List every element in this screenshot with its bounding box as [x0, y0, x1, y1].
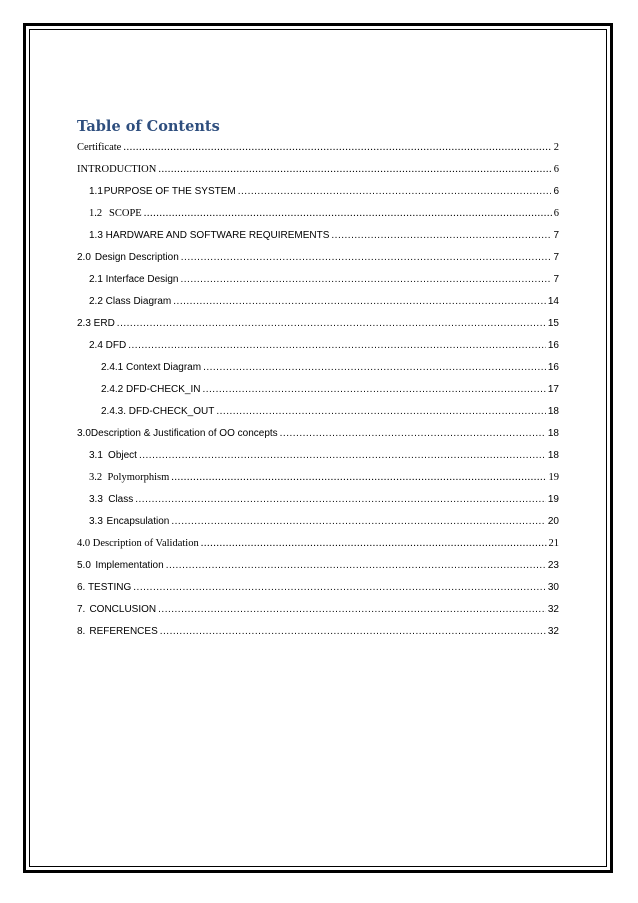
toc-leader-dots — [216, 405, 546, 419]
toc-leader-dots — [123, 141, 551, 155]
toc-entry-number: 3.0 — [77, 428, 91, 439]
toc-leader-dots — [201, 537, 547, 551]
toc-entry-label: 1.3 HARDWARE AND SOFTWARE REQUIREMENTS — [89, 230, 330, 241]
toc-entry-label: 2.4.2 DFD-CHECK_IN — [101, 384, 201, 395]
toc-entry-dfd-check-in[interactable] — [101, 383, 559, 397]
toc-entry-hardware-software[interactable] — [89, 229, 559, 243]
toc-entry-page: 16 — [547, 362, 559, 373]
toc-entry-label: Implementation — [95, 560, 164, 571]
toc-entry-page: 7 — [553, 230, 559, 241]
toc-entry-page: 18 — [547, 450, 559, 461]
toc-entry-number: 7. — [77, 604, 86, 615]
toc-leader-dots — [331, 229, 551, 243]
toc-entry-page: 16 — [547, 340, 559, 351]
toc-entry-number: 2.0 — [77, 252, 91, 263]
toc-entry-number: 3.1 — [89, 450, 103, 461]
toc-entry-page: 15 — [547, 318, 559, 329]
toc-entry-label: 2.4.1 Context Diagram — [101, 362, 202, 373]
toc-leader-dots — [203, 361, 546, 375]
toc-leader-dots — [280, 427, 546, 441]
toc-leader-dots — [135, 493, 546, 507]
toc-entry-scope[interactable] — [89, 207, 559, 221]
toc-entry-dfd-check-out[interactable] — [101, 405, 559, 419]
toc-entry-number: 1.2 — [89, 208, 103, 219]
toc-entry-page: 14 — [547, 296, 559, 307]
toc-entry-page: 6 — [553, 208, 559, 219]
toc-entry-label: Design Description — [94, 252, 179, 263]
toc-entry-class-diagram[interactable] — [89, 295, 559, 309]
toc-entry-number: 3.2 — [89, 472, 103, 483]
toc-entry-testing[interactable] — [77, 581, 559, 595]
toc-leader-dots — [202, 383, 545, 397]
toc-entry-label: INTRODUCTION — [77, 164, 157, 175]
toc-entry-oo-concepts[interactable] — [77, 427, 559, 441]
toc-entry-page: 7 — [553, 274, 559, 285]
toc-entry-number: 1.1 — [89, 186, 103, 197]
toc-entry-implementation[interactable] — [77, 559, 559, 573]
toc-entry-label: 2.4.3. DFD-CHECK_OUT — [101, 406, 215, 417]
toc-entry-encapsulation[interactable] — [89, 515, 559, 529]
toc-entry-interface-design[interactable] — [89, 273, 559, 287]
toc-entry-label: SCOPE — [109, 208, 142, 219]
toc-entry-page: 18 — [547, 406, 559, 417]
toc-entry-page: 30 — [547, 582, 559, 593]
toc-entry-label: 2.3 ERD — [77, 318, 115, 329]
toc-entry-page: 19 — [548, 472, 559, 483]
toc-leader-dots — [158, 603, 546, 617]
toc-entry-number: 3.3 — [89, 516, 103, 527]
toc-leader-dots — [133, 581, 546, 595]
toc-entry-conclusion[interactable] — [77, 603, 559, 617]
toc-entry-label: 2.1 Interface Design — [89, 274, 179, 285]
toc-entry-references[interactable] — [77, 625, 559, 639]
toc-leader-dots — [171, 471, 546, 485]
toc-entry-purpose[interactable] — [89, 185, 559, 199]
toc-entry-page: 21 — [548, 538, 559, 549]
toc-entry-page: 19 — [547, 494, 559, 505]
toc-entry-design-description[interactable] — [77, 251, 559, 265]
toc-leader-dots — [144, 207, 552, 221]
toc-entry-label: 2.4 DFD — [89, 340, 127, 351]
toc-entry-dfd[interactable] — [89, 339, 559, 353]
toc-entry-context-diagram[interactable] — [101, 361, 559, 375]
toc-entry-validation[interactable] — [77, 537, 559, 551]
toc-entry-page: 23 — [547, 560, 559, 571]
toc-entry-label: Object — [108, 450, 137, 461]
toc-entry-erd[interactable] — [77, 317, 559, 331]
toc-entry-page: 32 — [547, 604, 559, 615]
toc-entry-label: PURPOSE OF THE SYSTEM — [103, 186, 236, 197]
toc-entry-label: Class — [108, 494, 134, 505]
toc-entry-page: 32 — [547, 626, 559, 637]
toc-entry-label: 4.0 Description of Validation — [77, 538, 199, 549]
toc-entry-label: Description & Justification of OO concepts — [90, 428, 278, 439]
toc-entry-page: 2 — [553, 142, 559, 153]
toc-entry-label: Certificate — [77, 142, 122, 153]
toc-leader-dots — [117, 317, 546, 331]
toc-leader-dots — [238, 185, 552, 199]
toc-entry-page: 17 — [547, 384, 559, 395]
toc-title: Table of Contents — [77, 118, 220, 135]
toc-leader-dots — [181, 273, 552, 287]
toc-leader-dots — [160, 625, 546, 639]
toc-entry-number: 8. — [77, 626, 86, 637]
toc-entry-page: 20 — [547, 516, 559, 527]
toc-entry-page: 7 — [553, 252, 559, 263]
toc-leader-dots — [173, 295, 546, 309]
toc-entry-polymorphism[interactable] — [89, 471, 559, 485]
toc-entry-page: 6 — [553, 186, 559, 197]
toc-leader-dots — [171, 515, 546, 529]
toc-entry-class[interactable] — [89, 493, 559, 507]
toc-leader-dots — [181, 251, 552, 265]
toc-entry-label: Encapsulation — [106, 516, 170, 527]
toc-leader-dots — [128, 339, 546, 353]
toc-entry-label: 6. TESTING — [77, 582, 132, 593]
toc-entry-number: 5.0 — [77, 560, 91, 571]
toc-entry-certificate[interactable] — [77, 141, 559, 155]
toc-entry-label: REFERENCES — [89, 626, 158, 637]
toc-entry-label: Polymorphism — [107, 472, 170, 483]
toc-leader-dots — [139, 449, 546, 463]
toc-entry-label: CONCLUSION — [89, 604, 157, 615]
toc-leader-dots — [158, 163, 551, 177]
toc-entry-page: 18 — [547, 428, 559, 439]
toc-entry-introduction[interactable] — [77, 163, 559, 177]
toc-entry-page: 6 — [553, 164, 559, 175]
toc-entry-object[interactable] — [89, 449, 559, 463]
toc-entry-number: 3.3 — [89, 494, 103, 505]
toc-entry-label: 2.2 Class Diagram — [89, 296, 172, 307]
toc-leader-dots — [166, 559, 546, 573]
